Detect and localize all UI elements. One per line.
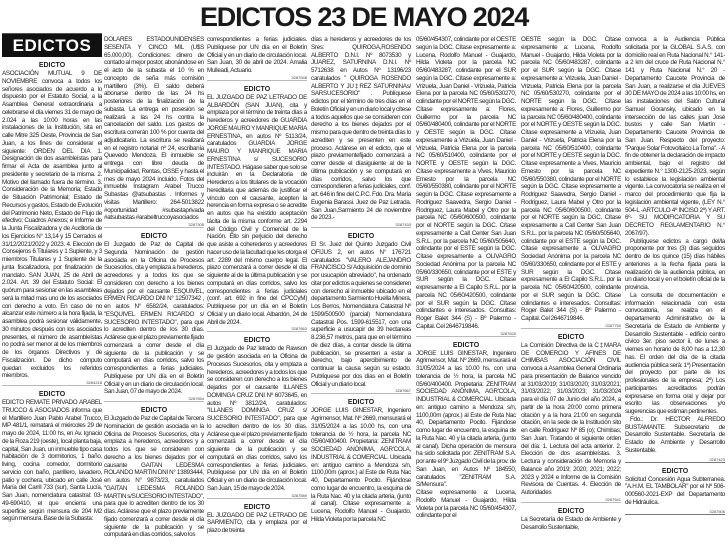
column-6 — [521, 36, 621, 531]
edict-body: JORGE LUIS GINESTAR, Ingeniero Agrimensor, Mat. Nº 2669, mensurará el 31/05/2024 a las 10.00 hs, con una tolerancia de ½ hora, la parcela NC 05/60/400400. Propietaria: ZENITRAM SOCIEDAD ANÓNIMA, AGR'COLA, INDUSTRIAL & COMERCIAL. Ubicada en: antiguo camino a Mendoza s/n, 1100,00m (aprox.) al Este de Ruta Nac 40, Departamento Pocito. Fijándose como lugar de encuentro, la esquina de la Ruta Nac. 40 y la citada arteria, (junto al canal). Dicha operación de mensura ha sido solicitada por: ZENITRAM S.A. por ante el 9º Juzgado Civil de la prov. de San Juan, en Autos Nº 184550, caratulados "ZENITRAM S.A. S/Mensura". — [416, 349, 516, 489]
column-4 — [311, 36, 411, 524]
edict-reference-code: 3287433 — [311, 222, 411, 228]
edict-reference-code: 3287541 — [521, 497, 621, 503]
edict-body: Solicitud Concesión Agua Subterranea. "A.H.M. EL TAMBOLAR" por el Nº 506-000560-2021-EXP del Departamento de Hidráulica. — [625, 475, 725, 506]
edict-article — [104, 36, 204, 228]
page-title — [0, 3, 728, 31]
edict-heading: EDICTO — [243, 503, 271, 511]
edict-article — [207, 36, 307, 81]
edict-body: ASOCIACIÓN MUTUAL 9 DE NOVIEMBRE convoca a todos los señores asociados de acuerdo a lo dispuesto por el Estatuto Social, a la Asamblea General extraordinaria a celebrarse el día viernes 31 de mayo de 2.024 a las 10:00 horas en las instalaciones de la Institución, sita en calle Mitre 325 Oeste, Provincia de San Juan, a los fines de considerar el siguiente: ORDEN DEL DIA 1. Designación de dos asambleístas para firmar el Acta de asamblea junto al presidente y secretario de la misma. 2. Motivo del llamado fuera de término. 3. Consideración de la Memoria; Estado de Situación Patrimonial; Estado de Recursos y gastos, Estado de Evolución del Patrimonio Neto, Estado de Flujo de efectivo; Cuadros Anexos; e Informe de la Junta Fiscalizadora y de Auditoría de los Ejercicios N° 13,14 y 15 Cerrados el 31/12/2021/2022 y 2023. 4. Elección de Consejeros 6 Titulares y 1 Suplente, y 3 miembros Titulares y 1 Suplente de la junta fiscalizadora, por finalización de mandato. SAN JUAN, 25 de Abril de 2.024. Art. 39 del Estatuto Social: El quórum para sesionar en las asambleas será la mitad mas uno de los asociados con derecho a voto. En caso de no alcanzar este número a la hora fijada, la asamblea podrá sesionar válidamente, 30 minutos después con los asociados presentes, el número de asambleístas no podrá ser menor al de los miembros de los órganos Directivos y de Fiscalización. De dicho cómputo quedan excluidos los referidos miembros. — [2, 70, 102, 380]
edict-heading: EDICTO — [557, 507, 585, 515]
edict-article — [625, 468, 725, 515]
edict-body: El Juzgado de Paz letrado de Rawson de gestión asociada en la Oficina de Procesos Sucesorios, cita y emplaza a herederos, acreedores y a todos los que se consideren con derecho a los bienes dejados por el causante ILLANES DOMINGA CRUZ DNI Nº 6073645, en autos Nº 3812/24, caratulados: "ILLANES DOMINGA CRUZ s/ SUCESORIO INTESTADO", para que lo acrediten dentro de los 30 días. Aclárese que el plazo previamente fijado comenzará a correr desde el día siguiente de la publicación y se computará en días corridos, salvo los correspondientes a ferias judiciales. Publíquese por UN día en el Boletín Oficial y en un diario de circulación local. San Juan, 15 de mayo de 2024. — [207, 345, 307, 492]
edict-article — [207, 86, 307, 333]
edict-body: El Sr. Juez del Quinto Juzgado Civil OFIJUS 2, en autos N° 176721 caratulados "VALERO ALEJANDRO FRANCISCO S/ Adquisición de dominio por usucapión abreviado", ha ordenado citar por edictos a quienes se consideren con derecho al inmueble ubicado en el departamento Sarmiento Huella Minera, Los Berros, Nomenclatura Catastral Nº 1599/500500 (parcial) Nomenclatura Catastral Pos. 1599-615517, con una superficie a usucapir de 39 hectareas 8.236,57 metros, para que en el término de diez días, a contar desde la última publicación, se presenten a estar a derecho, bajo apercibimiento de continuar la causa según su estado. Publíquese por dos días en el Boletín Oficial y un diario local. — [311, 241, 411, 388]
edict-article — [521, 508, 621, 532]
edict-article — [311, 233, 411, 394]
edict-article — [104, 407, 204, 539]
edict-article — [311, 399, 411, 523]
edict-body: La Comisión Directiva de la C‡MARA DE COMERCIO Y AFINES DE CHIMBAS ASOCIACIÓN CIVIL convoca a Asamblea General Ordinaria para presentación de Balance vencido al 31/03/2019; 31/03/2020; 31/03/2021; 31/03/2022; 31/03/2023; 31/03/2024 para el día 07 de Junio del año 2024, a partir de la hora 20:00 como primera citación y a la hora 21:00 en segunda citación, en la sede de la Institución sito en calle Rodríguez Nº 85 (o); Chimbas; San Juan. Tratando el siguiente orden del día: 1. Lectura del acta anterior. 2. Elección de dos asambleístas. 3. Lectura y consideración de Memoria y Balance año 2019; 2020; 2021; 2022; 2023 y 2024 e Informe de la Comisión Revisora de Cuentas. 4. Elección de Autoridades — [521, 341, 621, 496]
edict-body: La Secretaría de Estado de Ambiente y Desarrollo Sustentable, — [521, 515, 621, 531]
column-2 — [104, 36, 204, 539]
edict-heading: EDICTO — [557, 333, 585, 341]
edict-heading: EDICTO — [243, 337, 271, 345]
edict-body: El Juzgado de Paz de Capital de Segunda Nominación de gestión asociada en la Oficina de Procesos Sucesorios, cita y emplaza a herederos, acreedores y a todos los que se consideren con derecho a los bienes dejados por el causante ESQUIVEL, ERMEN RICARDO DNI N° 12507342 , en autos N° 6582/24, caratulados: "ESQUIVEL ERMEN RICARDO s/ SUCESORIO INTESTADO", para que lo acrediten dentro de los 30 días. Aclárese que el plazo previamente fijado comenzará a correr desde el día siguiente de la publicación y se computará en días corridos, salvo los correspondientes a ferias judiciales. Publíquese por UN día en el Boletín Oficial y en un diario de circulación local. San Juan, 07 de mayo de 2024. — [104, 241, 204, 396]
edict-body: 05/60/454307, colindante por el OESTE según la DGC. Cítase expresamente a: Lucena, Rodolfo Manuel - Guajardo, Hilda Violeta por la parcela NC 05/60/483287, colindante por el SUR según la DGC. Cítase expresamente a: Vrizuela, Juan Daniel - Vrizuela, Patricia Elena por la parcela NC 05/60/530270, colindante por el NORTE según la DGC. Cítase expresamente a: Flores, Guillermo por la parcela NC 05/60/480400, colindante por el NORTE y OESTE según la DGC. Cítase expresamente a Vrizuela, Juan Daniel - Vrizuela, Patricia Elena por la parcela NC 05/60/510400, colindante por el NORTE y OESTE según la DGC. Cítase expresamente a Vives, Mauricio Ernesto por la parcela NC 05/60/550380, colindante por el NORTE según la DGC. Cítase expresamente a Rodriguez Saavedra, Sergio Daniel - Rodriguez, Laura Mabel y Otro por la parcela NC 05/60/600500, colindante por el NORTE según la DGC. Cítase expresamente a Call Center San Juan S.R.L. por la parcela NC 05/60/505640, colindante por el ESTE según la DGC. Cítase expresamente a OLIVAGRO Sociedad Anónima por la parcela NC 05/60/330650, colindante por el ESTE y SUR según la DGC. Cítase expresamente a El Capilo S.R.L. por la parcela NC 05/60/420500, colindante por el SUR según la DGC. Cítase colindantes e interesados. Consultas: Roger Balet 344 (S) - Bº Palermo - Capital. Cel 2646719846. — [416, 36, 516, 330]
edict-article — [207, 337, 307, 498]
edict-heading: EDICTO — [243, 85, 271, 93]
edict-heading: EDICTO — [38, 391, 66, 398]
edict-body: convoca a la Audiencia Pública solicitada por la GLOBAL S.A.S. con domicilio real en Ruta Nacional N.° 141- a 2 km del cruce de Ruta Nacional N.° 141 y Ruta Nacional N.° 20 - Departamento Caucete Provincia de San Juan, a realizarse el día JUEVES 30 DE MAYO de 2024 a las 10:00 hs, en las instalaciones del Salón Cultural Samuel Goransky, ubicado en la intersección de las calles juan José bustos y calle San Martín - Departamento Caucete Provincia de San Juan. Respecto del proyecto: "Parque Solar Fotovoltaico La Toma". - A fin de obtener la declaración de impacto ambiental, bajo el registro del expediente N.° 1300-2125-2023, según lo establece la legislación ambiental vigente. La convocatoria se realiza en el marco del procedimiento que fija la legislación ambiental vigente, (LEY N.° 504-L -ARTCULO 4º INCISO 2º) Y ART. 6º- SU MODIFICATORIA Y SU DECRETO REGLAMENTARIO N.° 2067/97). — [625, 36, 725, 237]
edict-article — [2, 391, 102, 523]
edict-heading: EDICTO — [347, 233, 375, 240]
edict-reference-code: 3287589 — [207, 493, 307, 499]
edict-reference-code: 3287750 — [521, 323, 621, 329]
edict-article — [625, 36, 725, 463]
edict-body: Publíquese edictos a cargo del/la proponente por tres (3) días seguidos dentro de los quince (15) días hábiles anteriores a la fecha fijada para la realización de la audiencia pública, en un diario local y en el boletín oficial de la provincia. — [625, 237, 725, 291]
edict-reference-code: 3287654 — [104, 396, 204, 402]
edict-body: La consulta de documentación e información relacionada con esta convocatoria, se realiza en el departamento Administrativo de la Secretaría de Estado de Ambiente y Desarrollo Sustentable - edificio centro cívico 3er. piso sector ii, de lunes a viernes en horario de 8,00 has a 12,30 has. El orden del día de la citada audiencia pública será: 1º) Presentación del proyecto por parte de los profesionales de la empresa; 2º) Los participantes acreditados podrán expresarse en forma oral y dejar por escrito las observaciones y/o sugerencias que estiman pertinentes. — [625, 291, 725, 415]
edict-article — [416, 36, 516, 337]
edict-heading: EDICTO — [347, 399, 375, 407]
edict-reference-code: 3287667 — [311, 388, 411, 394]
edict-reference-code: 3287663 — [207, 326, 307, 332]
column-1 — [2, 36, 102, 523]
edict-article — [2, 62, 102, 386]
page-title-text: EDICTOS 23 DE MAYO 2024 — [199, 2, 529, 32]
edict-reference-code: 3287423 — [625, 455, 725, 463]
edict-body: días a herederos y acreedores de los Sres: QUIROGA,ROSENDO ALBERTO D.N.I. Nº 8073530 y JUAREZ, SATURNINA D.N.I. Nº 5712638 en Autos Nº 13196/23 caratulados " QUIROGA ROSENDO ALBERTO Y JU‡REZ SATURNINAs/ SARSUCESORIO" . Publíquese edictos por el término de tres días en el Boletín Oficial y en un diario local y cítese a todos aquellos que se consideren con derecho a los bienes dejados por el mismo para que dentro de treinta días lo acrediten y se presenten en este proceso. Aclárese en el edicto, que el plazo previamentefijado comenzará a correr desde el díasiguiente al de la última publicación y se computará en días corridos, salvo los que correspondieren a ferias judiciales, conf. art. 646 in fine del C.P.C. Fdo. Dra. María Eugenia Barassi. Juez de Paz Letrada. San Juan,Sarmiento 24 de noviembre de 2023.- — [311, 36, 411, 222]
column-7 — [625, 36, 725, 520]
edict-article — [416, 342, 516, 521]
edict-body: DOLARES ESTADOUNIDENSES SESENTA Y CINCO MIL (U$S 65.000,00). Condiciones: dinero de contado al mejor postor, abonándose en el acto de la subasta el 10 % en concepto de seña más comisión martillero (3%). El saldo deberá abonarse dentro de las 24 hs posteriores de la finalización de la subasta. La entrega en posesión se realizará a las 24 hs contra la cancelación del saldo. Los gastos de escritura correrán 100 % por cuenta del adjudicatario. La escritura se realizará en el registro notarial nº 24, escribanía Quevedo Mendoza. El inmueble se entrega con libre deuda de Municipalidad, Rentas, OSSE y hasta el mes de mayo 2024 incluido. Fotos del inmueble Instagram Arabel Trucco Subastas @atsubastas . Informes y visitas Martillero: 264-5013822 #oportunidad #subastaprivada #atsubastas #arabeltruccoyasociados — [104, 36, 204, 222]
edict-heading: EDICTO — [38, 62, 66, 69]
column-3 — [207, 36, 307, 535]
edict-article — [521, 36, 621, 329]
edict-body: EL JUZGADO DE PAZ LETRADO DE SARMIENTO, cita y emplaza por el plazo de treinta — [207, 511, 307, 534]
edict-heading: EDICTO — [452, 341, 480, 349]
edict-body: Fdo.: Dr. HECTOR ALFREDO BUSTAMANTE Subsecretario de Desarrollo Sustentable. Secretaría de Estado de Ambiente y Desarrollo Sustentable. — [625, 415, 725, 454]
edict-reference-code: 3264218 — [2, 380, 102, 386]
edict-body: JORGE LUIS GINESTAR, Ingeniero Agrimensor, Mat. Nº 2669, mensurará el 31/05/2024 a las 10.00 hs, con una tolerancia de ½ hora, la parcela NC 05/60/400400. Propietaria: ZENITRAM SOCIEDAD ANÓNIMA, AGR'COLA, INDUSTRIAL & COMERCIAL. Ubicada en: antiguo camino a Mendoza s/n, 1100,00m (aprox.) al Este de Ruta Nac 40, Departamento Pocito. Fijándose como lugar de encuentro, la esquina de la Ruta Nac. 40 y la citada arteria, (junto al canal). Cítase expresamente a: Lucena, Rodolfo Manuel - Guajardo, Hilda Violeta por la parcela NC — [311, 407, 411, 523]
edict-body: OESTE según la DGC. Cítase expresamente a: Lucena, Rodolfo Manuel - Guajardo, Hilda Violeta por la parcela NC 05/60/483287, colindante por el SUR según la DGC. Cítase expresamente a: Vrizuela, Juan Daniel - Vrizuela, Patricia Elena por la parcela NC 05/60/530270, colindante por el NORTE según la DGC. Cítase expresamente a: Flores, Guillermo por la parcela NC 05/60/480400, colindante por el NORTE y OESTE según la DGC. Cítase expresamente a Vrizuela, Juan Daniel - Vrizuela, Patricia Elena por la parcela NC 05/60/510400, colindante por el NORTE y OESTE según la DGC. Cítase expresamente a Vives, Mauricio Ernesto por la parcela NC 05/60/550380, colindante por el NORTE según la DGC. Cítase expresamente a Rodriguez Saavedra, Sergio Daniel - Rodriguez, Laura Mabel y Otro por la parcela NC 05/60/600500, colindante por el NORTE según la DGC. Cítase expresamente a Call Center San Juan S.R.L. por la parcela NC 05/60/505640, colindante por el ESTE según la DGC. Cítase expresamente a OLIVAGRO Sociedad Anónima por la parcela NC 05/60/330650, colindante por el ESTE y SUR según la DGC. Cítase expresamente a El Capilo S.R.L. por la parcela NC 05/60/420500, colindante por el SUR según la DGC. Cítase colindantes e interesados. Consultas: Roger Balet 344 (S) - Bº Palermo - Capital. Cel 2646719846. — [521, 36, 621, 322]
edict-article — [311, 36, 411, 228]
edict-reference-code: 3287305 — [104, 222, 204, 228]
edict-body: Cítase expresamente a: Lucena, Rodolfo Manuel - Guajardo, Hilda Violeta por la parcela NC 05/60/454307, colindante por el — [416, 489, 516, 520]
section-banner: EDICTOS — [2, 33, 102, 57]
edict-reference-code: 3287648 — [207, 75, 307, 81]
edict-heading: EDICTO — [140, 407, 168, 414]
edict-body: El Juzgado de Paz de Capital de Tercera Nominación de gestión asociada en la Oficina de Procesos Sucesorios, cita y emplaza a herederos, acreedores y a todos los que se consideren con derecho a los bienes dejados por el causante GAITAN LEDESMA ROLANDO MARTIN DNI N° 13893444, en autos N° 9873/23, caratulados "GAITAN LEDESMA ROLANDO MARTIN s/SUCESORIO INTESTADO", para que lo acrediten dentro de los 30 días. Aclárese que el plazo previamente fijado comenzará a correr desde el día siguiente de la publicación y se computará en días corridos, salvo los — [104, 415, 204, 539]
edict-article — [207, 504, 307, 535]
edict-body: EL JUZGADO DE PAZ LETRADO DE ALBARDÓN (SAN JUAN), cita y emplaza por el término de treinta días a herederos y acreedores de GUARDIA JORGE MAURO Y MANRIQUE MARIA ERNESTINA, en autos Nº 5113/24, caratulados GUARDIA JORGE MAURO Y MANRIQUE MARIA ERNESTINA s/ SUCESORIO INTESTADO. Hágase saber que solo se incluirán en la Declaratoria de Herederos a los titulares de la vocación hereditaria que además de justificar el vínculo con el causante, acepten la herencia en forma expresa o se acredite en autos que ha existido aceptación tácita de la misma conforme art. 2294 del Código Civil y Comercial de la Nación. Ello sin perjuicio del derecho que asiste a coherederos y acreedores hacer uso de la facultad que les otorga el art. 2289 del mismo cuerpo legal. El plazo comenzará a correr desde el día siguiente al de la última publicación y se computará en días corridos, salvo los correspondientes a ferias judiciales (conf. art. 692 in fine del CPCCyM) Publíquese por un día en el Boletín Oficial y un diario local. Albardón, 24 de Abril de 2024. — [207, 93, 307, 326]
column-5 — [416, 36, 516, 520]
edict-heading: EDICTO — [140, 233, 168, 240]
edict-article — [104, 233, 204, 402]
edict-article — [521, 334, 621, 503]
edict-reference-code: 3287625 — [416, 331, 516, 337]
edict-body: correspondientes a ferias judiciales. Publíquese por UN día en el Boletín Oficial y en un diario de circulación local. San Juan, 30 de abril de 2024. Amalia Mulleadi, Actuario. — [207, 36, 307, 74]
edict-reference-code: 3287506 — [625, 507, 725, 515]
edict-body: EDICTO REMATE PRIVADO ARABEL TRUCCO & ASOCIADOS informa que el Martillero Juan Pablo Arabel Trucco, MP 481/1, rematará el miércoles 29 de mayo de 2024, 11:00 hs, en Av. Ignacio de la Roza 219 (oeste), local planta baja, capital, San Juan, un inmueble tipo casa habitación de 3 dormitorios, 1 baño, living, cocina comedor, dormitorio servicio con baño, parrillero, lavadero, patio y cochera, ubicado en calle José María del Carril 733 (sur), Santa Lucía, San Juan, nomenclatura catastral: 03-49-690410, el que encierra una superficie según mensura de 204 M2 según mensura. Base de la Subasta: — [2, 399, 102, 523]
edict-heading: EDICTO — [661, 467, 689, 475]
